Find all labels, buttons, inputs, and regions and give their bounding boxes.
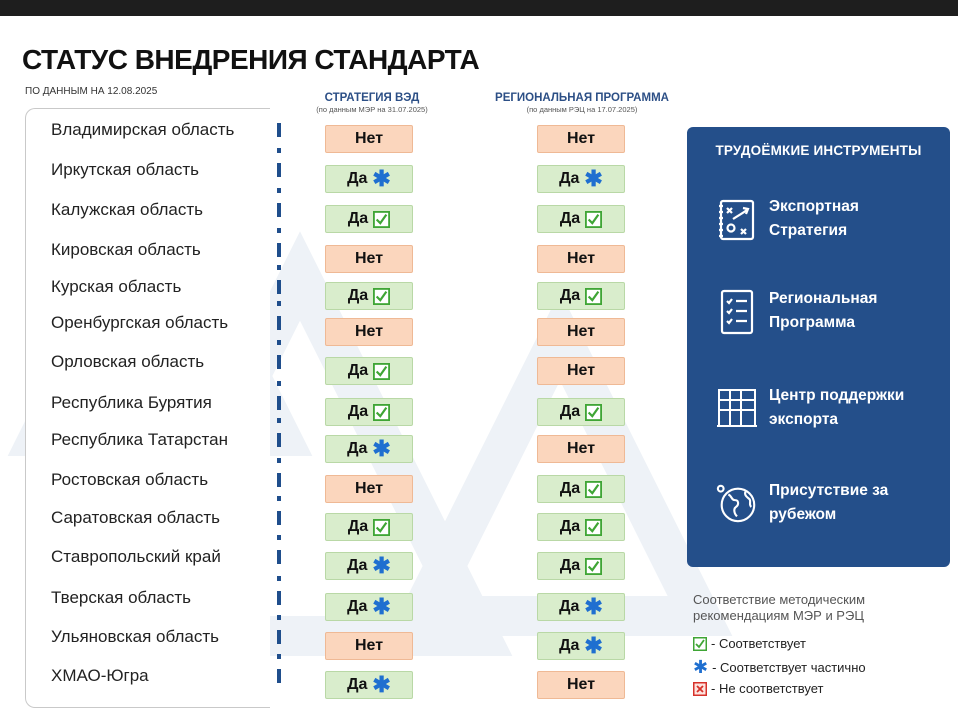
status-cell-program	[537, 435, 625, 463]
legend-item-compliant	[693, 636, 806, 651]
status-cell-strategy	[325, 282, 413, 310]
status-cell-program	[537, 318, 625, 346]
legend-item-partial	[693, 658, 866, 676]
status-cell-strategy	[325, 632, 413, 660]
row-divider	[277, 203, 281, 217]
row-divider	[277, 591, 281, 605]
status-cell-strategy	[325, 475, 413, 503]
asterisk-icon: ✱	[372, 672, 391, 697]
row-divider	[277, 615, 281, 620]
status-text: Нет	[566, 440, 596, 457]
status-cell-program	[537, 165, 625, 193]
row-divider	[277, 511, 281, 525]
status-cell-program	[537, 475, 625, 503]
asterisk-icon: ✱	[372, 594, 391, 619]
asterisk-icon: ✱	[584, 594, 603, 619]
status-text: Да	[559, 287, 581, 304]
status-text: Нет	[566, 362, 596, 379]
tool-export-support-center	[715, 382, 904, 434]
status-cell-strategy	[325, 552, 413, 580]
row-divider	[277, 381, 281, 386]
status-cell-program	[537, 282, 625, 310]
status-cell-program	[537, 357, 625, 385]
status-text: Да	[347, 676, 368, 693]
region-name: Ульяновская область	[51, 627, 219, 646]
tool-presence-abroad	[715, 477, 888, 529]
row-divider	[277, 280, 281, 294]
status-cell-program	[537, 205, 625, 233]
status-text: Да	[559, 518, 581, 535]
status-text: Нет	[354, 323, 384, 340]
tool-label: Присутствие за рубежом	[769, 482, 889, 523]
row-divider	[277, 301, 281, 306]
status-text: Да	[347, 518, 369, 535]
row-divider	[277, 458, 281, 463]
region-name: Тверская область	[51, 588, 192, 607]
status-cell-strategy	[325, 165, 413, 193]
region-name: Орловская область	[51, 352, 205, 371]
status-cell-program	[537, 632, 625, 660]
legend-text: - Не соответствует	[711, 681, 824, 696]
asterisk-icon: ✱	[372, 553, 391, 578]
row-divider	[277, 433, 281, 447]
status-text: Нет	[566, 250, 596, 267]
check-box-icon	[585, 481, 602, 498]
status-text: Нет	[566, 323, 596, 340]
status-text: Нет	[354, 480, 384, 497]
status-cell-strategy	[325, 125, 413, 153]
status-text: Да	[559, 637, 580, 654]
status-text: Да	[559, 170, 580, 187]
row-divider	[277, 228, 281, 233]
check-box-icon	[585, 519, 602, 536]
status-text: Да	[347, 598, 368, 615]
top-bar	[0, 0, 958, 16]
column-header-strategy	[292, 92, 452, 114]
legend-text: - Соответствует	[711, 636, 807, 651]
asterisk-icon: ✱	[584, 633, 603, 658]
row-divider	[277, 243, 281, 257]
status-cell-strategy	[325, 318, 413, 346]
status-cell-strategy	[325, 245, 413, 273]
status-cell-program	[537, 245, 625, 273]
row-divider	[277, 396, 281, 410]
asterisk-icon: ✱	[372, 436, 391, 461]
status-cell-strategy	[325, 435, 413, 463]
status-text: Да	[347, 440, 368, 457]
status-text: Да	[559, 403, 581, 420]
region-name: Кировская область	[51, 240, 201, 259]
status-text: Да	[559, 480, 581, 497]
tool-label: Центр поддержки экспорта	[769, 387, 905, 428]
column-subtitle: (по данным МЭР на 31.07.2025)	[316, 105, 428, 114]
status-cell-strategy	[325, 593, 413, 621]
status-cell-program	[537, 513, 625, 541]
check-box-icon	[585, 211, 602, 228]
check-box-icon	[373, 363, 390, 380]
column-title: РЕГИОНАЛЬНАЯ ПРОГРАММА	[495, 92, 669, 104]
labor-intensive-tools-panel	[687, 127, 950, 567]
status-text: Нет	[354, 637, 384, 654]
cross-box-icon	[693, 682, 707, 696]
row-divider	[277, 163, 281, 177]
asterisk-icon: ✱	[584, 166, 603, 191]
row-divider	[277, 669, 281, 683]
check-box-icon	[373, 288, 390, 305]
tool-label: Экспортная Стратегия	[769, 198, 859, 239]
status-cell-strategy	[325, 205, 413, 233]
tool-regional-program	[715, 285, 877, 337]
region-name: Иркутская область	[51, 160, 200, 179]
tool-export-strategy	[715, 193, 859, 245]
region-name: Республика Татарстан	[51, 430, 228, 449]
row-divider	[277, 654, 281, 659]
check-box-icon	[585, 288, 602, 305]
check-box-icon	[373, 404, 390, 421]
region-name: Владимирская область	[51, 120, 235, 139]
status-text: Да	[347, 287, 369, 304]
asterisk-icon: ✱	[372, 166, 391, 191]
status-text: Нет	[354, 250, 384, 267]
status-cell-strategy	[325, 398, 413, 426]
column-subtitle: (по данным РЭЦ на 17.07.2025)	[526, 105, 638, 114]
legend-text: - Соответствует частично	[712, 659, 866, 675]
row-divider	[277, 265, 281, 270]
status-text: Нет	[354, 130, 384, 147]
status-cell-strategy	[325, 513, 413, 541]
legend-item-noncompliant	[693, 681, 824, 696]
row-divider	[277, 630, 281, 644]
status-cell-strategy	[325, 671, 413, 699]
row-divider	[277, 535, 281, 540]
status-text: Нет	[566, 130, 596, 147]
row-divider	[277, 316, 281, 330]
status-cell-program	[537, 593, 625, 621]
status-cell-program	[537, 552, 625, 580]
region-name: Республика Бурятия	[51, 393, 212, 412]
status-cell-program	[537, 125, 625, 153]
check-box-icon	[585, 558, 602, 575]
globe-icon	[715, 477, 759, 529]
status-text: Да	[559, 210, 581, 227]
check-box-icon	[693, 637, 707, 651]
status-cell-strategy	[325, 357, 413, 385]
status-cell-program	[537, 398, 625, 426]
tool-label: Региональная Программа	[769, 290, 878, 331]
check-box-icon	[373, 519, 390, 536]
page-subtitle: ПО ДАННЫМ НА 12.08.2025	[25, 86, 158, 97]
row-divider	[277, 188, 281, 193]
row-divider	[277, 576, 281, 581]
region-name: Ростовская область	[51, 470, 209, 489]
checklist-icon	[715, 285, 759, 337]
region-name: Ставропольский край	[51, 547, 221, 566]
legend-title: Соответствие методическим рекомендациям МЭР и РЭЦ	[693, 592, 866, 623]
row-divider	[277, 148, 281, 153]
column-title: СТРАТЕГИЯ ВЭД	[324, 92, 420, 104]
strategy-board-icon	[715, 193, 759, 245]
status-text: Да	[347, 557, 368, 574]
row-divider	[277, 550, 281, 564]
region-name: Калужская область	[51, 200, 203, 219]
status-text: Да	[347, 403, 369, 420]
status-text: Да	[559, 557, 581, 574]
row-divider	[277, 496, 281, 501]
check-box-icon	[373, 211, 390, 228]
office-building-icon	[715, 382, 759, 434]
column-header-program	[482, 92, 682, 114]
region-name: Саратовская область	[51, 508, 220, 527]
row-divider	[277, 473, 281, 487]
status-text: Да	[347, 210, 369, 227]
status-cell-program	[537, 671, 625, 699]
region-name: Оренбургская область	[51, 313, 229, 332]
row-divider	[277, 355, 281, 369]
region-name: ХМАО-Югра	[51, 666, 149, 685]
asterisk-icon: ✱	[693, 657, 709, 677]
status-text: Да	[347, 362, 369, 379]
status-text: Да	[559, 598, 580, 615]
status-text: Да	[347, 170, 368, 187]
tools-panel-title: ТРУДОЁМКИЕ ИНСТРУМЕНТЫ	[715, 143, 922, 158]
status-text: Нет	[566, 676, 596, 693]
check-box-icon	[585, 404, 602, 421]
page-title: СТАТУС ВНЕДРЕНИЯ СТАНДАРТА	[22, 44, 480, 75]
row-divider	[277, 418, 281, 423]
row-divider	[277, 340, 281, 345]
region-name: Курская область	[51, 277, 182, 296]
row-divider	[277, 123, 281, 137]
